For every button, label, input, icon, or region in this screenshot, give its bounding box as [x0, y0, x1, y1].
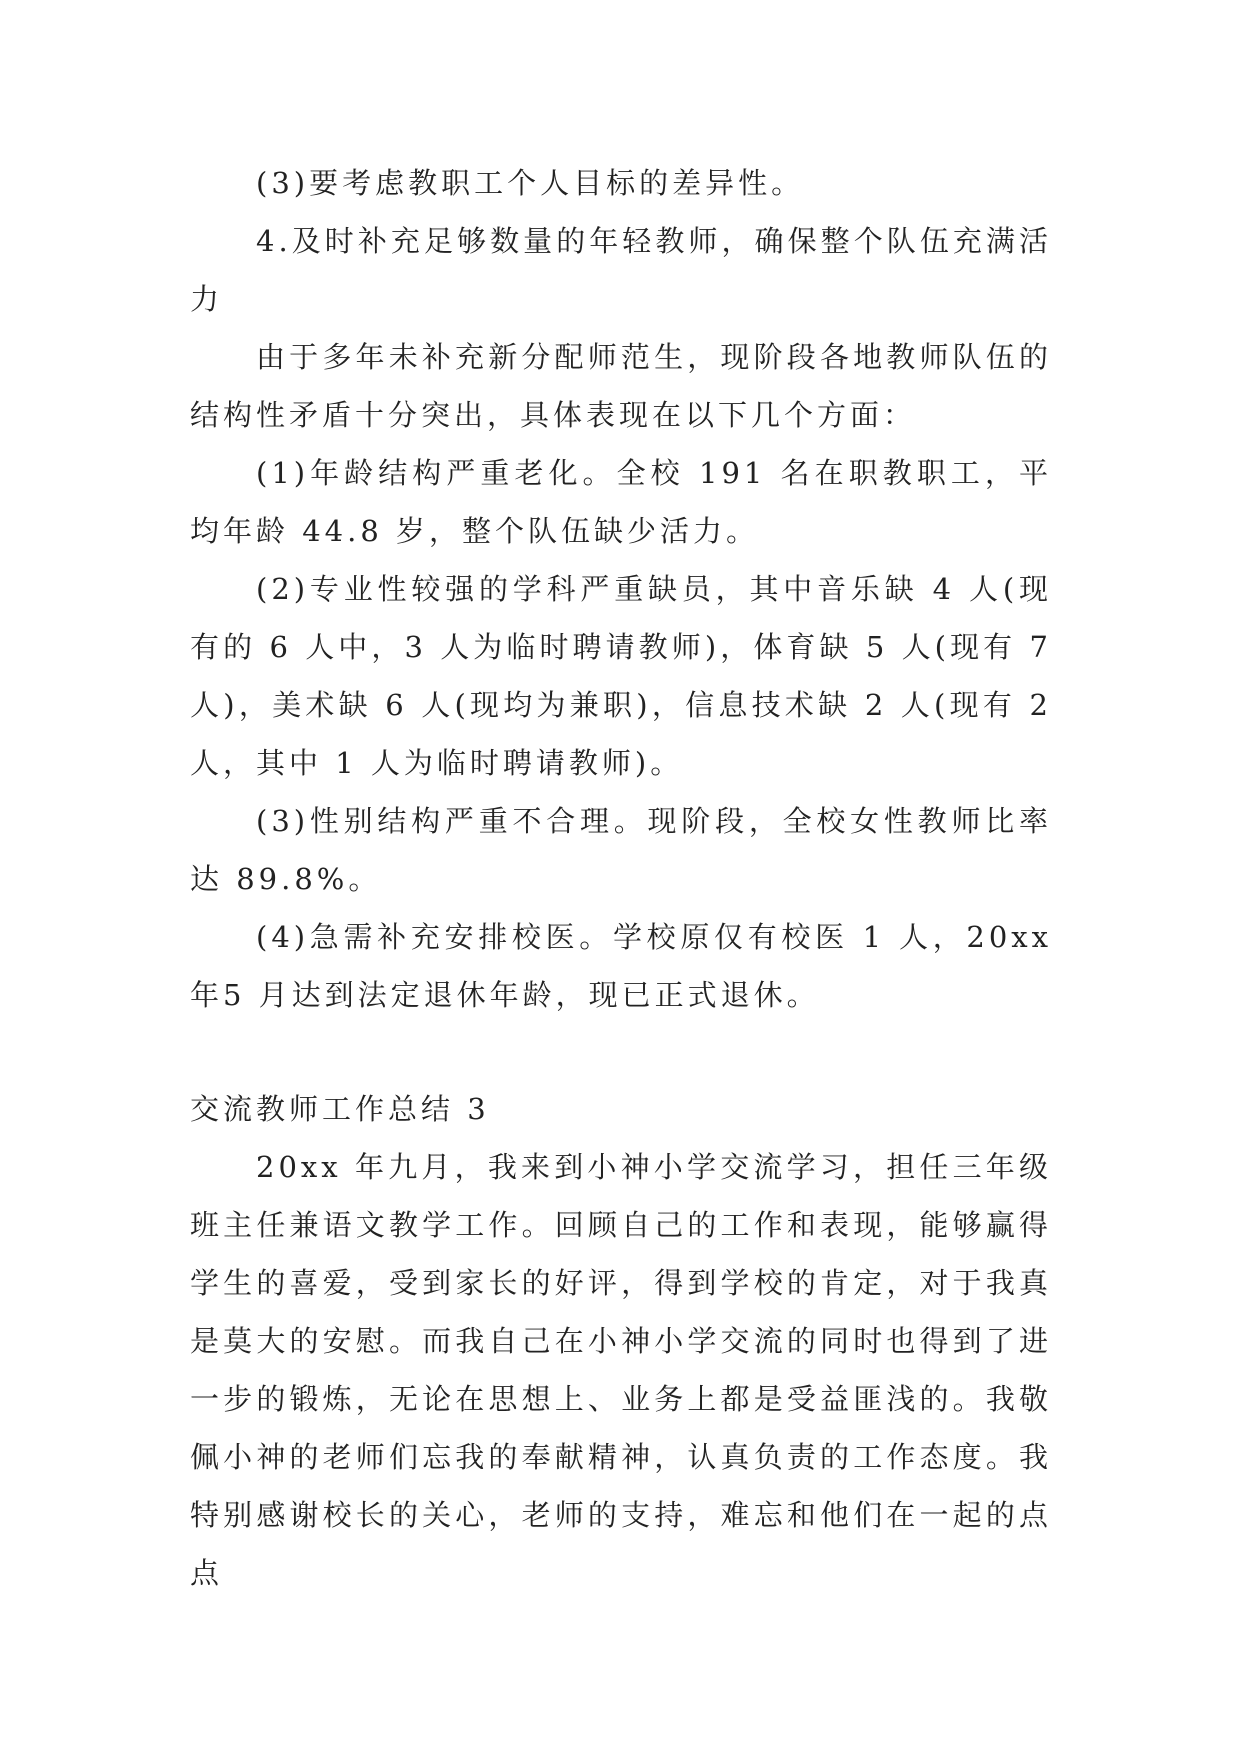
paragraph-structural-issues: 由于多年未补充新分配师范生，现阶段各地教师队伍的结构性矛盾十分突出，具体表现在以下几个方面：: [190, 340, 1052, 432]
paragraph-age-structure: (1)年龄结构严重老化。全校 191 名在职教职工，平均年龄 44.8 岁，整个队伍缺少活力。: [190, 456, 1052, 548]
document-body: [190, 154, 1052, 1602]
paragraph-gender-structure: (3)性别结构严重不合理。现阶段，全校女性教师比率达 89.8%。: [190, 804, 1052, 896]
section-gap: [190, 1024, 1052, 1080]
paragraph-exchange-summary: 20xx 年九月，我来到小神小学交流学习，担任三年级班主任兼语文教学工作。回顾自己的工作和表现，能够赢得学生的喜爱，受到家长的好评，得到学校的肯定，对于我真是莫大的安慰。而我自己在小神小学交流的同时也得到了进一步的锻炼，无论在思想上、业务上都是受益匪浅的。我敬佩小神的老师们忘我的奉献精神，认真负责的工作态度。我特别感谢校长的关心，老师的支持，难忘和他们在一起的点点: [190, 1150, 1052, 1590]
section-heading: 交流教师工作总结 3: [190, 1092, 490, 1126]
paragraph-school-doctor: (4)急需补充安排校医。学校原仅有校医 1 人，20xx 年5 月达到法定退休年龄，现已正式退休。: [190, 920, 1052, 1012]
paragraph-subject-shortage: (2)专业性较强的学科严重缺员，其中音乐缺 4 人(现有的 6 人中，3 人为临时聘请教师)，体育缺 5 人(现有 7 人)，美术缺 6 人(现均为兼职)，信息技术缺 2 人(现有 2 人，其中 1 人为临时聘请教师)。: [190, 572, 1052, 780]
paragraph-young-teachers: 4.及时补充足够数量的年轻教师，确保整个队伍充满活力: [190, 224, 1052, 316]
paragraph-diversity-goals: (3)要考虑教职工个人目标的差异性。: [256, 166, 805, 200]
